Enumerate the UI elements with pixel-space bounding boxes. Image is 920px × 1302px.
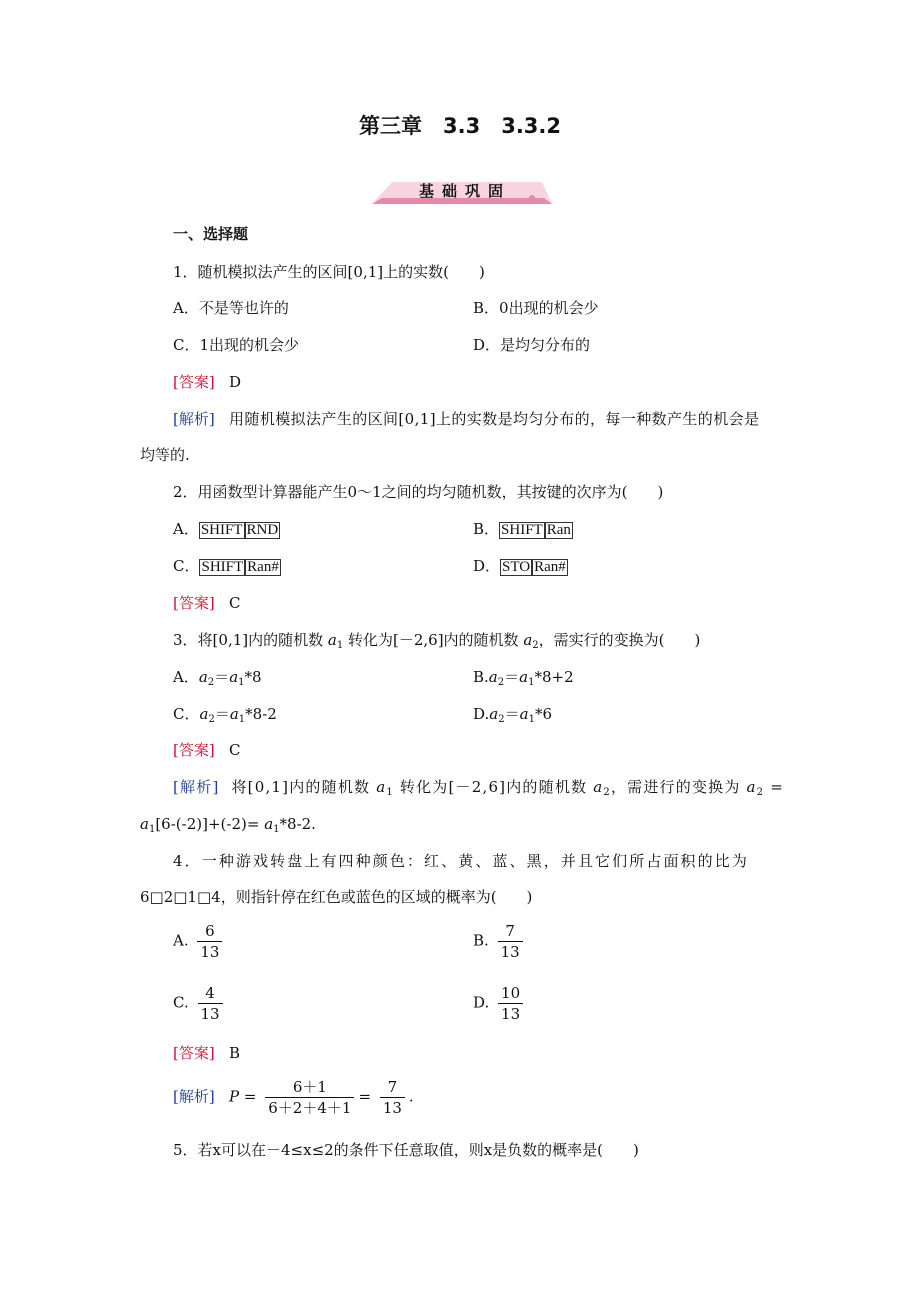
- section-banner: 基础巩固: [418, 182, 511, 200]
- stem-text: 3．将[0,1]内的随机数: [173, 631, 324, 649]
- equals: ＝: [214, 705, 230, 723]
- q3-option-b: [473, 667, 574, 687]
- q3-explanation-line1: [173, 777, 784, 797]
- var-sub: 1: [528, 677, 535, 688]
- var-a: a: [519, 668, 529, 686]
- equals: ＝: [214, 668, 230, 686]
- q3-option-d: [473, 704, 552, 724]
- explanation-label: [解析]: [173, 778, 220, 796]
- var-sub: 2: [497, 677, 505, 688]
- option-prefix: A．: [173, 520, 199, 538]
- q2-option-c: [173, 556, 281, 576]
- var-sub: 2: [603, 787, 611, 798]
- var-a: a: [489, 705, 499, 723]
- answer-value: C: [229, 594, 241, 612]
- section-heading: 一、选择题: [173, 225, 249, 243]
- denominator: 13: [501, 1005, 521, 1023]
- q3-explanation-line2: [140, 814, 316, 834]
- option-prefix: A．: [173, 668, 199, 686]
- q1-answer: [173, 372, 241, 392]
- q2-option-d: [473, 556, 568, 576]
- q4-stem-line1: 4．一种游戏转盘上有四种颜色：红、黄、蓝、黑，并且它们所占面积的比为: [173, 852, 749, 870]
- var-a: a: [198, 668, 208, 686]
- q1-option-d: D．是均匀分布的: [473, 336, 591, 354]
- equals: =: [770, 778, 784, 796]
- explanation-text: [6-(-2)]+(-2)=: [155, 815, 260, 833]
- fraction: [265, 1077, 354, 1118]
- key-ran-hash: Ran#: [534, 559, 566, 575]
- equals: =: [243, 1087, 257, 1106]
- q4-option-a: [173, 921, 226, 962]
- q1-stem: 1．随机模拟法产生的区间[0,1]上的实数( ): [173, 263, 485, 281]
- fraction: [197, 921, 222, 962]
- option-prefix: D．: [473, 557, 501, 575]
- denominator: 13: [200, 1005, 220, 1023]
- q2-stem: 2．用函数型计算器能产生0～1之间的均匀随机数，其按键的次序为( ): [173, 483, 664, 501]
- equals: ＝: [504, 668, 520, 686]
- explanation-label: [解析]: [173, 1087, 215, 1106]
- option-prefix: D.: [473, 705, 490, 723]
- var-p: P: [229, 1087, 240, 1106]
- answer-label: [答案]: [173, 1044, 215, 1062]
- q5-stem: 5．若x可以在－4≤x≤2的条件下任意取值，则x是负数的概率是( ): [173, 1141, 639, 1159]
- expr: *8-2: [245, 705, 277, 723]
- var-a: a: [327, 631, 337, 649]
- stem-text: ，需实行的变换为( ): [538, 631, 701, 649]
- var-a: a: [523, 631, 533, 649]
- var-sub: 2: [756, 787, 765, 798]
- explanation-label: [解析]: [173, 410, 215, 428]
- expr: *8+2: [534, 668, 574, 686]
- var-sub: 1: [386, 787, 394, 798]
- denominator: 13: [500, 943, 520, 961]
- expr: *8: [244, 668, 262, 686]
- q3-answer: [173, 740, 241, 760]
- numerator: 7: [498, 921, 523, 942]
- key-ran-hash: Ran#: [247, 559, 279, 575]
- expr: *6: [534, 705, 552, 723]
- numerator: 6＋1: [265, 1077, 354, 1098]
- option-prefix: B.: [473, 931, 489, 950]
- q3-option-a: [173, 667, 262, 687]
- equals: ＝: [504, 705, 520, 723]
- q1-option-b: B．0出现的机会少: [473, 299, 599, 317]
- fraction: [198, 983, 223, 1024]
- q1-option-a: A．不是等也许的: [173, 299, 289, 317]
- var-a: a: [140, 815, 149, 833]
- denominator: 13: [200, 943, 220, 961]
- var-sub: 2: [207, 677, 215, 688]
- q4-option-d: [473, 983, 527, 1024]
- var-sub: 2: [208, 714, 215, 725]
- explanation-text: *8-2.: [279, 815, 316, 833]
- explanation-text: 用随机模拟法产生的区间[0,1]上的实数是均匀分布的，每一种数产生的机会是: [229, 410, 760, 428]
- numerator: 4: [198, 983, 223, 1004]
- equals: =: [358, 1087, 372, 1106]
- answer-label: [答案]: [173, 373, 215, 391]
- q2-option-b: [473, 519, 573, 539]
- numerator: 6: [197, 921, 222, 942]
- answer-value: B: [229, 1044, 241, 1062]
- q1-explanation-line1: [173, 409, 759, 429]
- q3-stem: [173, 630, 700, 650]
- var-sub: 1: [238, 714, 246, 725]
- answer-label: [答案]: [173, 594, 215, 612]
- var-sub: 2: [532, 640, 539, 651]
- var-sub: 1: [273, 824, 280, 835]
- q2-option-a: [173, 519, 280, 539]
- answer-value: D: [229, 373, 242, 391]
- option-prefix: C.: [173, 993, 189, 1012]
- key-shift: SHIFT: [200, 522, 243, 538]
- stem-text: 转化为[－2,6]内的随机数: [348, 631, 519, 649]
- var-a: a: [264, 815, 274, 833]
- key-ran: Ran: [546, 522, 571, 538]
- var-a: a: [376, 778, 387, 796]
- q1-explanation-line2: 均等的.: [140, 446, 190, 464]
- fraction: [498, 983, 523, 1024]
- var-a: a: [519, 705, 529, 723]
- denominator: 6＋2＋4＋1: [268, 1099, 352, 1117]
- q4-explanation: [解析] P = $\frac{6+1}{6+2+4+1}$ = $\frac{7}{13}$ .: [173, 1078, 414, 1117]
- var-sub: 1: [148, 824, 156, 835]
- q1-option-c: C．1出现的机会少: [173, 336, 300, 354]
- q4-option-b: [473, 921, 527, 962]
- option-prefix: A.: [173, 931, 189, 950]
- answer-label: [答案]: [173, 741, 215, 759]
- q2-answer: [173, 593, 241, 613]
- var-sub: 1: [336, 640, 344, 651]
- explanation-text: 将[0,1]内的随机数: [231, 778, 371, 796]
- q4-stem-line2: 6□2□1□4，则指针停在红色或蓝色的区域的概率为( ): [140, 888, 533, 906]
- numerator: 10: [498, 983, 523, 1004]
- q4-option-c: [173, 983, 227, 1024]
- numerator: 7: [380, 1077, 405, 1098]
- fraction: [380, 1077, 405, 1118]
- explanation-text: ，需进行的变换为: [610, 778, 741, 796]
- option-prefix: B．: [473, 520, 500, 538]
- q3-option-c: [173, 704, 277, 724]
- var-sub: 2: [498, 714, 505, 725]
- option-prefix: D.: [473, 993, 490, 1012]
- var-sub: 1: [238, 677, 245, 688]
- option-prefix: B.: [473, 668, 489, 686]
- key-shift: SHIFT: [201, 559, 244, 575]
- explanation-text: 转化为[－2,6]内的随机数: [399, 778, 588, 796]
- var-a: a: [229, 668, 239, 686]
- fraction: [498, 921, 523, 962]
- answer-value: C: [229, 741, 241, 759]
- var-a: a: [199, 705, 209, 723]
- page-title: 第三章 3.3 3.3.2: [359, 114, 561, 138]
- key-sto: STO: [502, 559, 531, 575]
- option-prefix: C．: [173, 557, 200, 575]
- q4-answer: [173, 1043, 240, 1063]
- var-sub: 1: [528, 714, 535, 725]
- var-a: a: [593, 778, 604, 796]
- key-shift: SHIFT: [501, 522, 543, 538]
- var-a: a: [746, 778, 757, 796]
- denominator: 13: [382, 1099, 402, 1117]
- option-prefix: C．: [173, 705, 200, 723]
- key-rnd: RND: [246, 522, 279, 538]
- var-a: a: [229, 705, 239, 723]
- var-a: a: [488, 668, 498, 686]
